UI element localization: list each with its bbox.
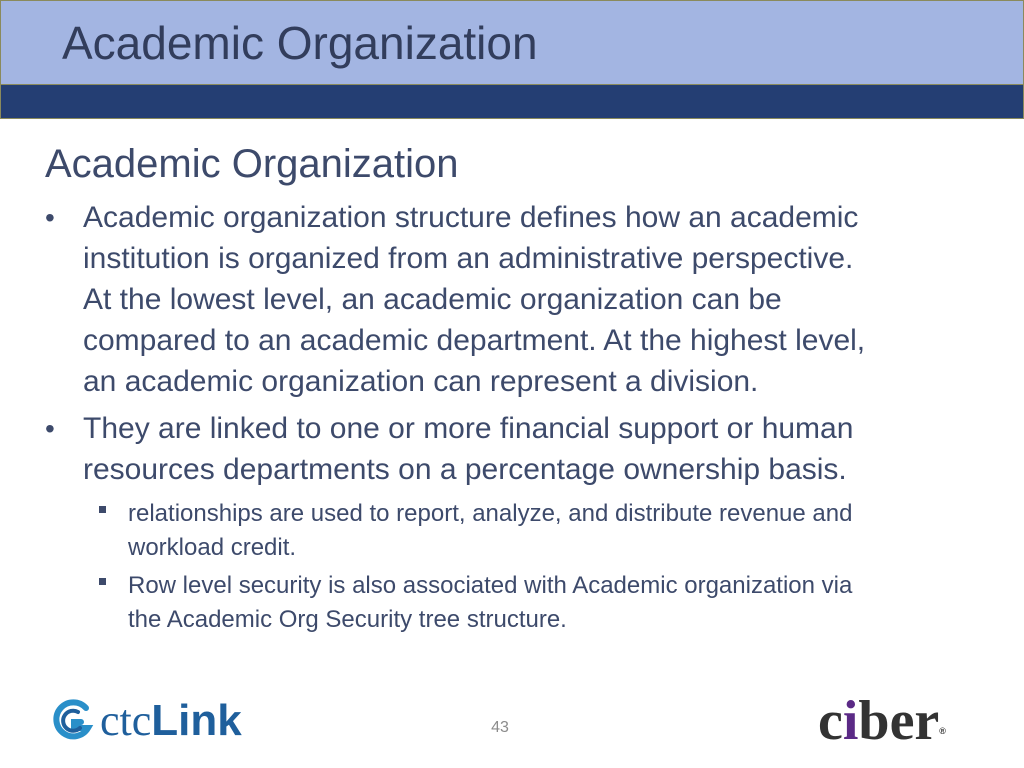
ctclink-prefix: ctc [100,696,152,745]
bullet-line: institution is organized from an administrative perspective. [83,242,854,275]
bullet-line: compared to an academic department. At the highest level, [83,324,866,357]
registered-mark: ® [939,726,946,736]
bullet-line: an academic organization can represent a division. [83,365,759,398]
swirl-g-icon [50,698,94,744]
bullet-item [83,408,993,490]
bullet-item [83,197,993,402]
ctclink-logo [50,696,250,746]
sub-bullet-line: relationships are used to report, analyze, and distribute revenue and [128,500,853,527]
sub-bullet-item [128,497,1008,565]
bullet-marker: • [45,202,55,233]
sub-bullet-item [128,569,1008,637]
sub-bullet-marker [99,578,106,585]
ctclink-wordmark [100,696,242,746]
bullet-line: resources departments on a percentage ownership basis. [83,453,847,486]
slide-subtitle: Academic Organization [45,142,459,186]
ctclink-main: Link [151,696,242,745]
sub-bullet-line: workload credit. [128,534,297,561]
sub-bullet-marker [99,506,106,513]
accent-band [0,85,1024,119]
title-band [0,0,1024,85]
slide-title: Academic Organization [62,17,538,69]
bullet-line: At the lowest level, an academic organization can be [83,283,782,316]
ciber-wordmark: ciber [818,690,940,752]
page-number: 43 [491,719,509,736]
bullet-line: Academic organization structure defines how an academic [83,201,859,234]
bullet-marker: • [45,413,55,444]
bullet-line: They are linked to one or more financial support or human [83,412,854,445]
sub-bullet-line: Row level security is also associated with Academic organization via [128,572,853,599]
ciber-logo [818,690,946,752]
sub-bullet-line: the Academic Org Security tree structure. [128,606,567,633]
